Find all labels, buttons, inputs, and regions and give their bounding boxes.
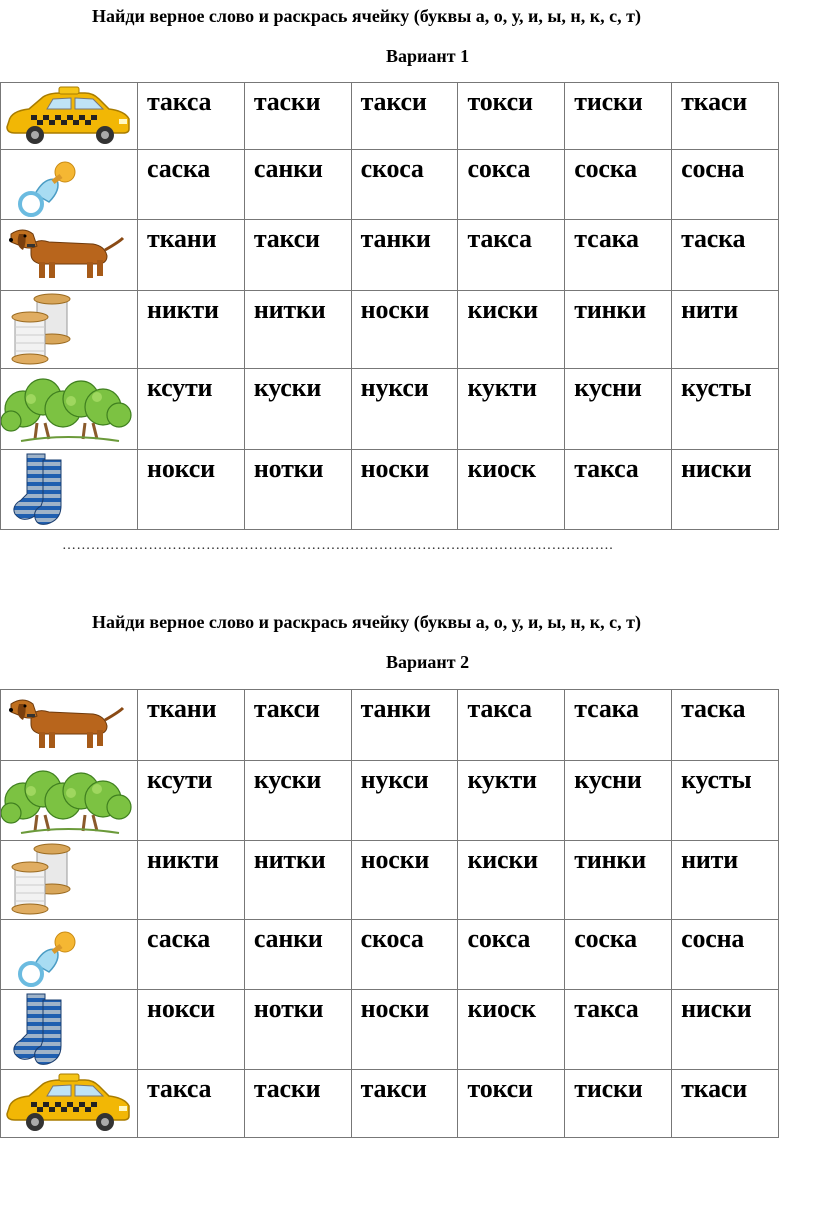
word-cell[interactable]: кусни — [565, 369, 672, 450]
word-table-variant-2 — [0, 689, 779, 1138]
word-cell[interactable]: соска — [565, 150, 672, 220]
word-cell[interactable]: киоск — [458, 450, 565, 530]
table-row — [1, 220, 779, 291]
word-cell[interactable]: ниски — [672, 990, 779, 1070]
picture-cell — [1, 291, 138, 369]
table-row — [1, 841, 779, 920]
table-row — [1, 369, 779, 450]
table-row — [1, 150, 779, 220]
table-row — [1, 990, 779, 1070]
word-cell[interactable]: саска — [138, 150, 245, 220]
word-cell[interactable]: ткаси — [672, 1070, 779, 1138]
word-cell[interactable]: скоса — [351, 920, 458, 990]
word-cell[interactable]: танки — [351, 220, 458, 291]
table-row — [1, 1070, 779, 1138]
dachshund-icon — [1, 690, 136, 760]
word-cell[interactable]: скоса — [351, 150, 458, 220]
separator-line: ……………………………………………………………………………………………………. — [62, 538, 614, 553]
thread-spools-icon — [1, 291, 136, 368]
pacifier-icon — [1, 150, 136, 219]
picture-cell — [1, 83, 138, 150]
word-cell[interactable]: ниски — [672, 450, 779, 530]
word-cell[interactable]: нокси — [138, 990, 245, 1070]
word-cell[interactable]: сокса — [458, 150, 565, 220]
picture-cell — [1, 841, 138, 920]
word-cell[interactable]: нотки — [244, 450, 351, 530]
taxi-icon — [1, 83, 136, 149]
word-cell[interactable]: никти — [138, 291, 245, 369]
word-cell[interactable]: сосна — [672, 920, 779, 990]
thread-spools-icon — [1, 841, 136, 919]
word-cell[interactable]: сокса — [458, 920, 565, 990]
table-row — [1, 920, 779, 990]
word-cell[interactable]: кукти — [458, 369, 565, 450]
instruction-title-2: Найди верное слово и раскрась ячейку (буквы а, о, у, и, ы, н, к, с, т) — [92, 612, 641, 632]
table-row — [1, 761, 779, 841]
word-cell[interactable]: такси — [244, 690, 351, 761]
word-cell[interactable]: нитки — [244, 291, 351, 369]
word-cell[interactable]: таски — [244, 1070, 351, 1138]
word-cell[interactable]: нукси — [351, 761, 458, 841]
word-cell[interactable]: такси — [351, 83, 458, 150]
bushes-icon — [1, 369, 136, 449]
bushes-icon — [1, 761, 136, 840]
word-cell[interactable]: носки — [351, 841, 458, 920]
word-cell[interactable]: таска — [672, 220, 779, 291]
word-cell[interactable]: таски — [244, 83, 351, 150]
word-cell[interactable]: носки — [351, 291, 458, 369]
word-cell[interactable]: никти — [138, 841, 245, 920]
word-cell[interactable]: ткаси — [672, 83, 779, 150]
word-cell[interactable]: ткани — [138, 220, 245, 291]
dachshund-icon — [1, 220, 136, 290]
pacifier-icon — [1, 920, 136, 989]
word-cell[interactable]: киоск — [458, 990, 565, 1070]
word-cell[interactable]: такси — [244, 220, 351, 291]
picture-cell — [1, 920, 138, 990]
word-cell[interactable]: тсака — [565, 220, 672, 291]
picture-cell — [1, 990, 138, 1070]
word-cell[interactable]: нити — [672, 841, 779, 920]
word-cell[interactable]: такса — [458, 690, 565, 761]
word-cell[interactable]: санки — [244, 150, 351, 220]
word-cell[interactable]: носки — [351, 990, 458, 1070]
picture-cell — [1, 450, 138, 530]
word-cell[interactable]: носки — [351, 450, 458, 530]
word-cell[interactable]: куски — [244, 761, 351, 841]
socks-icon — [1, 990, 136, 1069]
word-cell[interactable]: нотки — [244, 990, 351, 1070]
picture-cell — [1, 690, 138, 761]
variant-label-1: Вариант 1 — [386, 46, 470, 66]
word-cell[interactable]: куски — [244, 369, 351, 450]
word-table-variant-1 — [0, 82, 779, 530]
word-cell[interactable]: киски — [458, 291, 565, 369]
table-row — [1, 83, 779, 150]
variant-label-2: Вариант 2 — [386, 652, 470, 672]
word-cell[interactable]: кукти — [458, 761, 565, 841]
picture-cell — [1, 150, 138, 220]
word-cell[interactable]: ксути — [138, 369, 245, 450]
word-cell[interactable]: саска — [138, 920, 245, 990]
word-cell[interactable]: тсака — [565, 690, 672, 761]
instruction-title-1: Найди верное слово и раскрась ячейку (буквы а, о, у, и, ы, н, к, с, т) — [92, 6, 641, 26]
picture-cell — [1, 220, 138, 291]
word-cell[interactable]: тиски — [565, 83, 672, 150]
socks-icon — [1, 450, 136, 529]
word-cell[interactable]: ксути — [138, 761, 245, 841]
word-cell[interactable]: сосна — [672, 150, 779, 220]
word-cell[interactable]: такса — [138, 83, 245, 150]
word-cell[interactable]: такса — [565, 450, 672, 530]
word-cell[interactable]: нукси — [351, 369, 458, 450]
word-cell[interactable]: тиски — [565, 1070, 672, 1138]
word-cell[interactable]: танки — [351, 690, 458, 761]
taxi-icon — [1, 1070, 136, 1137]
picture-cell — [1, 1070, 138, 1138]
table-row — [1, 690, 779, 761]
word-cell[interactable]: кусты — [672, 761, 779, 841]
word-cell[interactable]: кусни — [565, 761, 672, 841]
picture-cell — [1, 369, 138, 450]
word-cell[interactable]: такса — [138, 1070, 245, 1138]
word-cell[interactable]: кусты — [672, 369, 779, 450]
word-cell[interactable]: тинки — [565, 841, 672, 920]
word-cell[interactable]: санки — [244, 920, 351, 990]
word-cell[interactable]: соска — [565, 920, 672, 990]
table-row — [1, 450, 779, 530]
word-cell[interactable]: нокси — [138, 450, 245, 530]
word-cell[interactable]: нити — [672, 291, 779, 369]
word-cell[interactable]: такси — [351, 1070, 458, 1138]
table-row — [1, 291, 779, 369]
word-cell[interactable]: токси — [458, 83, 565, 150]
picture-cell — [1, 761, 138, 841]
word-cell[interactable]: ткани — [138, 690, 245, 761]
word-cell[interactable]: такса — [458, 220, 565, 291]
word-cell[interactable]: киски — [458, 841, 565, 920]
word-cell[interactable]: токси — [458, 1070, 565, 1138]
word-cell[interactable]: такса — [565, 990, 672, 1070]
word-cell[interactable]: таска — [672, 690, 779, 761]
word-cell[interactable]: тинки — [565, 291, 672, 369]
word-cell[interactable]: нитки — [244, 841, 351, 920]
